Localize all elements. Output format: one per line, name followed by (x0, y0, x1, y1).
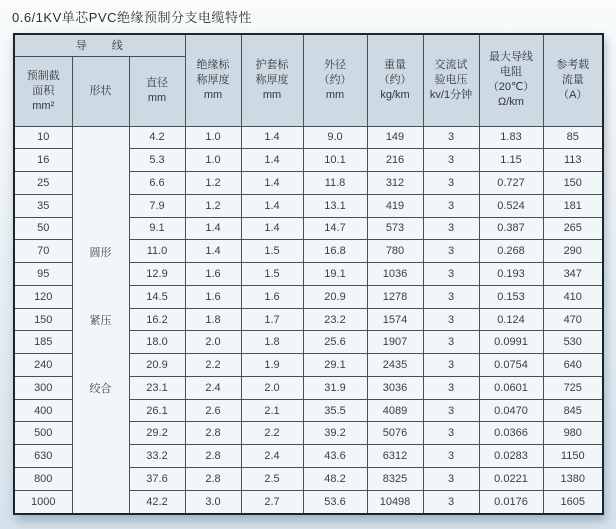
header-line: mm (325, 88, 345, 101)
table-cell: 16.2 (129, 308, 185, 331)
header-line: 称厚度 (196, 73, 230, 86)
table-cell: 39.2 (303, 422, 367, 445)
header-outer-diameter (303, 34, 367, 126)
table-cell: 53.6 (303, 490, 367, 514)
table-cell: 1000 (14, 490, 72, 514)
table-cell: 2.8 (185, 467, 241, 490)
table-cell: 149 (367, 126, 423, 149)
table-cell: 185 (14, 331, 72, 354)
header-line: （约） (318, 73, 352, 86)
table-cell: 3 (423, 194, 479, 217)
table-cell: 1.83 (479, 126, 543, 149)
table-cell: 216 (367, 149, 423, 172)
table-cell: 26.1 (129, 399, 185, 422)
table-cell: 2.2 (185, 354, 241, 377)
table-cell: 1.5 (241, 240, 303, 263)
table-cell: 120 (14, 285, 72, 308)
header-line: mm (147, 92, 167, 104)
table-cell: 0.0366 (479, 422, 543, 445)
table-cell: 265 (543, 217, 603, 240)
header-ac-test-voltage (423, 34, 479, 126)
table-cell: 3 (423, 285, 479, 308)
table-cell: 410 (543, 285, 603, 308)
table-cell: 0.193 (479, 263, 543, 286)
table-cell: 2.8 (185, 422, 241, 445)
table-cell: 0.387 (479, 217, 543, 240)
table-cell: 10498 (367, 490, 423, 514)
header-line: （约） (378, 73, 412, 86)
table-cell: 9.0 (303, 126, 367, 149)
table-cell: 6312 (367, 445, 423, 468)
table-cell: 0.0601 (479, 376, 543, 399)
table-cell: 0.0176 (479, 490, 543, 514)
table-cell: 3 (423, 126, 479, 149)
cable-spec-table (13, 33, 604, 515)
table-cell: 1.0 (185, 149, 241, 172)
table-cell: 35 (14, 194, 72, 217)
table-cell: 3 (423, 354, 479, 377)
header-line: kg/km (380, 88, 410, 101)
table-cell: 470 (543, 308, 603, 331)
table-cell: 19.1 (303, 263, 367, 286)
table-cell: 2.5 (241, 467, 303, 490)
table-cell: 1605 (543, 490, 603, 514)
table-cell: 1036 (367, 263, 423, 286)
header-line: 重量 (384, 58, 406, 71)
table-cell: 5076 (367, 422, 423, 445)
table-cell: 1.4 (185, 240, 241, 263)
header-line: 最大导线 (489, 51, 533, 64)
table-cell: 0.153 (479, 285, 543, 308)
table-cell: 1.4 (185, 217, 241, 240)
table-cell: 3 (423, 331, 479, 354)
table-cell: 0.727 (479, 172, 543, 195)
header-line: Ω/km (498, 96, 524, 109)
table-cell: 31.9 (303, 376, 367, 399)
table-cell: 1.4 (241, 149, 303, 172)
header-line: 参考载 (556, 58, 590, 71)
table-cell: 1.4 (241, 217, 303, 240)
table-cell: 3.0 (185, 490, 241, 514)
table-cell: 35.5 (303, 399, 367, 422)
table-cell: 43.6 (303, 445, 367, 468)
header-line: （A） (558, 88, 588, 101)
table-cell: 1907 (367, 331, 423, 354)
table-row (14, 126, 603, 149)
table-cell: 70 (14, 240, 72, 263)
table-cell: 845 (543, 399, 603, 422)
table-cell: 3 (423, 217, 479, 240)
table-cell: 3036 (367, 376, 423, 399)
table-cell: 1574 (367, 308, 423, 331)
table-cell: 4089 (367, 399, 423, 422)
table-body (14, 126, 603, 514)
table-cell: 12.9 (129, 263, 185, 286)
table-cell: 25.6 (303, 331, 367, 354)
table-cell: 2435 (367, 354, 423, 377)
header-line: 形状 (89, 84, 112, 97)
table-cell: 2.4 (241, 445, 303, 468)
table-cell: 0.0991 (479, 331, 543, 354)
table-cell: 95 (14, 263, 72, 286)
table-cell: 3 (423, 467, 479, 490)
table-cell: 0.0283 (479, 445, 543, 468)
table-cell: 1.6 (185, 285, 241, 308)
table-cell: 23.2 (303, 308, 367, 331)
table-cell: 1.2 (185, 172, 241, 195)
table-cell: 25 (14, 172, 72, 195)
header-sheath-thickness (241, 34, 303, 126)
header-weight (367, 34, 423, 126)
table-cell: 1.4 (241, 126, 303, 149)
table-cell: 1.6 (185, 263, 241, 286)
table-cell: 1.2 (185, 194, 241, 217)
shape-label: 紧压 (89, 314, 112, 327)
header-line: 护套标 (255, 58, 289, 71)
table-cell: 0.0221 (479, 467, 543, 490)
header-reference-ampacity (543, 34, 603, 126)
header-line: 面积 (32, 84, 55, 97)
header-line: 验电压 (434, 73, 468, 86)
shape-label: 圆形 (89, 246, 112, 259)
table-cell: 3 (423, 308, 479, 331)
header-line: 绝缘标 (196, 58, 230, 71)
table-cell: 2.0 (241, 376, 303, 399)
table-cell: 13.1 (303, 194, 367, 217)
page-title: 0.6/1KV单芯PVC绝缘预制分支电缆特性 (12, 10, 252, 25)
header-line: kv/1分钟 (429, 88, 473, 101)
header-line: 电阻 (500, 66, 522, 79)
table-cell: 9.1 (129, 217, 185, 240)
table-cell: 2.7 (241, 490, 303, 514)
table-cell: 1.0 (185, 126, 241, 149)
table-cell: 500 (14, 422, 72, 445)
table-cell: 400 (14, 399, 72, 422)
table-cell: 37.6 (129, 467, 185, 490)
table-cell: 573 (367, 217, 423, 240)
header-insulation-thickness (185, 34, 241, 126)
table-cell: 300 (14, 376, 72, 399)
table-cell: 23.1 (129, 376, 185, 399)
table-cell: 780 (367, 240, 423, 263)
table-cell: 10.1 (303, 149, 367, 172)
table-cell: 1.6 (241, 285, 303, 308)
table-cell: 0.0470 (479, 399, 543, 422)
table-cell: 419 (367, 194, 423, 217)
table-cell: 181 (543, 194, 603, 217)
table-cell: 3 (423, 149, 479, 172)
table-cell: 3 (423, 422, 479, 445)
table-cell: 630 (14, 445, 72, 468)
table-cell: 3 (423, 263, 479, 286)
table-cell: 0.268 (479, 240, 543, 263)
table-cell: 1150 (543, 445, 603, 468)
table-cell: 1.4 (241, 172, 303, 195)
table-cell: 0.0754 (479, 354, 543, 377)
table-cell: 2.4 (185, 376, 241, 399)
table-cell: 1.8 (185, 308, 241, 331)
shape-label: 绞合 (89, 382, 112, 395)
table-cell: 10 (14, 126, 72, 149)
header-cross-section-area (14, 56, 72, 126)
table-cell: 11.0 (129, 240, 185, 263)
header-max-resistance (479, 34, 543, 126)
table-cell: 4.2 (129, 126, 185, 149)
header-row-group (14, 34, 603, 56)
table-cell: 980 (543, 422, 603, 445)
header-line: 流量 (561, 73, 584, 86)
table-cell: 0.524 (479, 194, 543, 217)
table-cell: 3 (423, 445, 479, 468)
table-cell: 2.1 (241, 399, 303, 422)
header-line: 预制截 (26, 69, 60, 82)
table-cell: 0.124 (479, 308, 543, 331)
header-diameter (129, 56, 185, 126)
table-cell: 1.8 (241, 331, 303, 354)
header-line: mm (262, 88, 282, 101)
table-cell: 2.6 (185, 399, 241, 422)
table-cell: 347 (543, 263, 603, 286)
table-cell: 14.5 (129, 285, 185, 308)
table-cell: 1380 (543, 467, 603, 490)
table-cell: 48.2 (303, 467, 367, 490)
table-cell: 85 (543, 126, 603, 149)
table-cell: 20.9 (129, 354, 185, 377)
table-cell: 3 (423, 240, 479, 263)
header-conductor-group: 导 线 (14, 34, 185, 56)
table-cell: 16.8 (303, 240, 367, 263)
header-line: 称厚度 (255, 73, 289, 86)
table-cell: 11.8 (303, 172, 367, 195)
table-cell: 3 (423, 490, 479, 514)
table-cell: 14.7 (303, 217, 367, 240)
table-cell: 312 (367, 172, 423, 195)
table-cell: 290 (543, 240, 603, 263)
header-line: 直径 (146, 77, 168, 89)
table-cell: 113 (543, 149, 603, 172)
header-line: 外径 (324, 58, 346, 71)
table-cell: 2.2 (241, 422, 303, 445)
table-cell: 2.0 (185, 331, 241, 354)
table-cell: 1278 (367, 285, 423, 308)
table-cell: 1.5 (241, 263, 303, 286)
table-cell: 3 (423, 399, 479, 422)
table-cell: 50 (14, 217, 72, 240)
header-line: mm² (32, 99, 55, 112)
header-line: （20℃） (487, 81, 535, 94)
header-line: mm (203, 88, 223, 101)
table-cell: 3 (423, 376, 479, 399)
table-cell: 42.2 (129, 490, 185, 514)
table-cell: 7.9 (129, 194, 185, 217)
table-cell: 6.6 (129, 172, 185, 195)
table-cell: 1.15 (479, 149, 543, 172)
table-cell: 16 (14, 149, 72, 172)
table-cell: 18.0 (129, 331, 185, 354)
table-cell: 8325 (367, 467, 423, 490)
table-header (14, 34, 603, 126)
shape-merged-cell (72, 126, 129, 514)
table-cell: 150 (543, 172, 603, 195)
header-line: 交流试 (434, 58, 468, 71)
table-cell: 1.9 (241, 354, 303, 377)
table-cell: 20.9 (303, 285, 367, 308)
table-cell: 640 (543, 354, 603, 377)
table-cell: 29.2 (129, 422, 185, 445)
table-cell: 29.1 (303, 354, 367, 377)
table-cell: 530 (543, 331, 603, 354)
header-shape (72, 56, 129, 126)
table-cell: 150 (14, 308, 72, 331)
table-cell: 2.8 (185, 445, 241, 468)
table-cell: 5.3 (129, 149, 185, 172)
table-cell: 33.2 (129, 445, 185, 468)
table-cell: 240 (14, 354, 72, 377)
table-cell: 800 (14, 467, 72, 490)
table-cell: 725 (543, 376, 603, 399)
table-cell: 1.4 (241, 194, 303, 217)
table-cell: 3 (423, 172, 479, 195)
table-cell: 1.7 (241, 308, 303, 331)
